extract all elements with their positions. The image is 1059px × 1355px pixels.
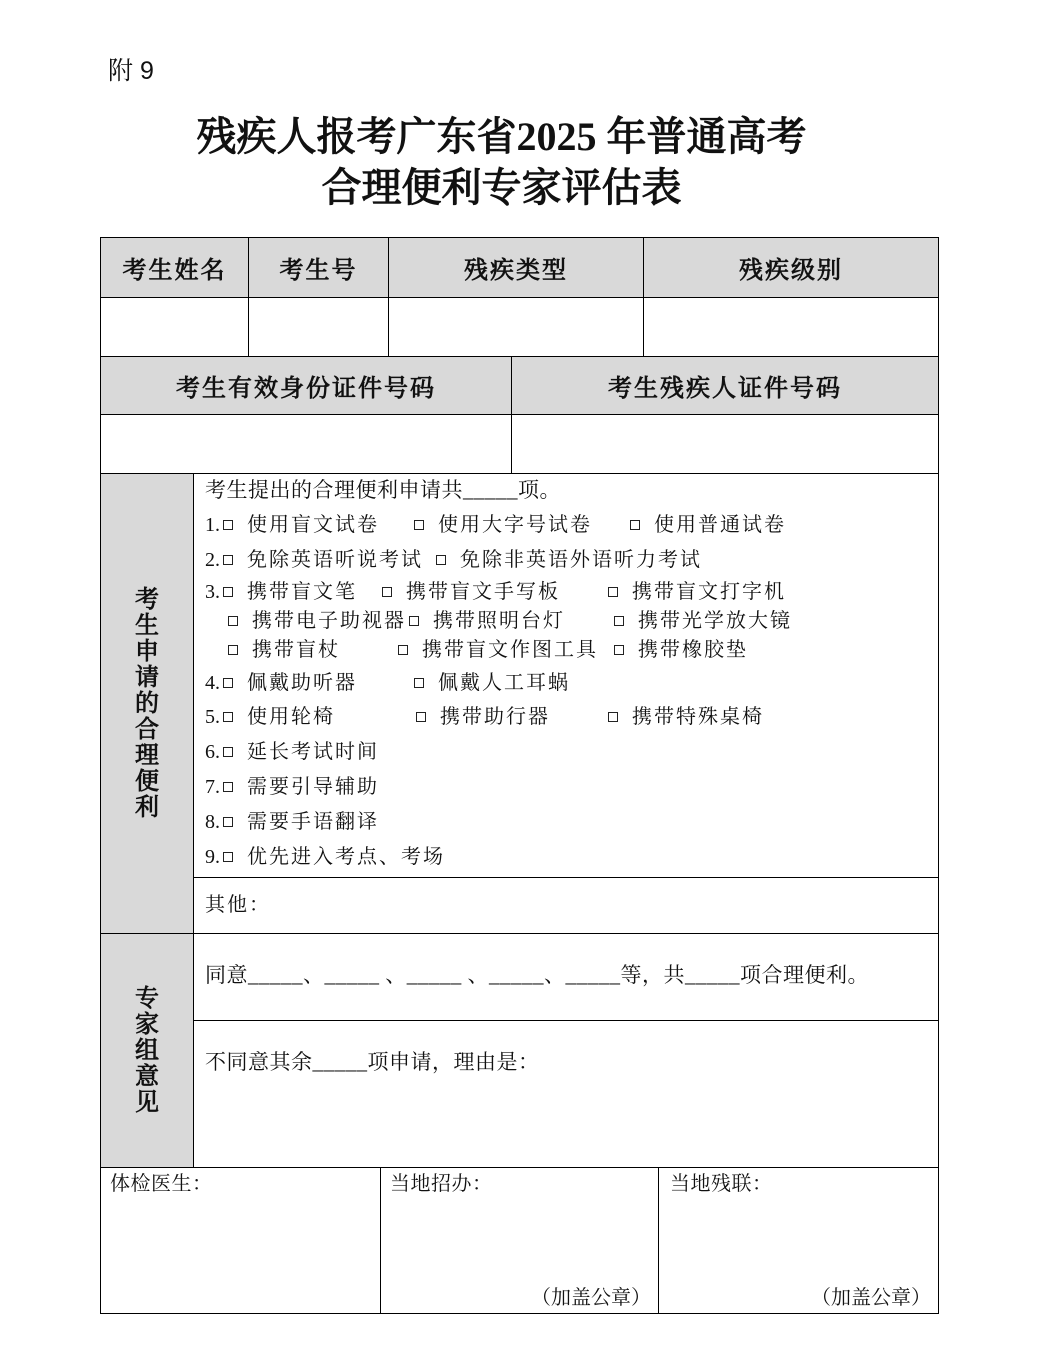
checkbox-icon[interactable] [223,747,233,757]
header-label: 考生号 [279,258,358,284]
checkbox-icon[interactable] [608,712,618,722]
option-label: 需要手语翻译 [247,811,379,833]
option-number: 9. [205,846,220,868]
checkbox-icon[interactable] [228,616,238,626]
stamp-note: （加盖公章） [531,1287,651,1309]
checkbox-icon[interactable] [409,616,419,626]
applications-label-cell [100,473,194,934]
agree-statement: 同意_____、_____ 、_____ 、_____、_____等，共_____项合理便利。 [205,963,869,987]
option-item [414,671,570,695]
checkbox-icon[interactable] [223,712,233,722]
option-label: 需要引导辅助 [247,776,379,798]
option-item [205,671,357,695]
signature-label: 体检医生： [110,1173,213,1195]
option-label: 携带特殊桌椅 [632,706,764,728]
option-label: 携带橡胶垫 [638,639,748,661]
option-number: 3. [205,581,220,603]
checkbox-icon[interactable] [223,587,233,597]
option-number: 1. [205,514,220,536]
option-label: 携带助行器 [440,706,550,728]
signature-label: 当地招办： [390,1173,493,1195]
checkbox-icon[interactable] [614,616,624,626]
agree-field[interactable] [193,933,939,1021]
option-label: 携带盲文笔 [247,581,357,603]
checkbox-icon[interactable] [223,555,233,565]
option-item [205,845,445,869]
student-name-field[interactable] [100,297,249,357]
stamp-note: （加盖公章） [811,1287,931,1309]
checkbox-icon[interactable] [614,645,624,655]
option-label: 使用轮椅 [247,706,335,728]
signature-admissions-office[interactable] [380,1167,659,1314]
option-item [205,740,379,764]
option-number: 5. [205,706,220,728]
id-number-field[interactable] [100,414,512,474]
option-label: 携带盲文打字机 [632,581,786,603]
title-line-2: 合理便利专家评估表 [321,165,682,210]
option-item [205,548,423,572]
attachment-label: 附 9 [108,57,154,85]
checkbox-icon[interactable] [398,645,408,655]
header-label: 考生姓名 [122,258,227,284]
checkbox-icon[interactable] [228,645,238,655]
option-label: 携带盲杖 [252,639,340,661]
disagree-field[interactable] [193,1020,939,1168]
header-label: 残疾级别 [739,258,843,284]
option-item [205,580,357,604]
signature-label: 当地残联： [670,1173,773,1195]
disagree-statement: 不同意其余_____项申请，理由是： [205,1050,540,1074]
option-item [205,775,379,799]
option-number: 4. [205,672,220,694]
checkbox-icon[interactable] [223,520,233,530]
header-disability-level [643,237,939,298]
applications-intro: 考生提出的合理便利申请共_____项。 [205,478,561,502]
checkbox-icon[interactable] [608,587,618,597]
option-label: 使用大字号试卷 [438,514,592,536]
signature-doctor[interactable] [100,1167,381,1314]
disability-cert-number-field[interactable] [511,414,939,474]
checkbox-icon[interactable] [223,782,233,792]
other-label: 其他： [205,894,271,916]
checkbox-icon[interactable] [223,678,233,688]
header-label: 残疾类型 [464,258,568,284]
option-label: 携带电子助视器 [252,610,406,632]
applications-list [193,473,939,878]
option-label: 携带盲文作图工具 [422,639,598,661]
option-item [414,513,592,537]
option-item [614,609,792,633]
checkbox-icon[interactable] [416,712,426,722]
signature-disabled-persons-federation[interactable] [658,1167,939,1314]
option-number: 8. [205,811,220,833]
header-disability-cert-number [511,356,939,415]
checkbox-icon[interactable] [223,852,233,862]
option-label: 携带照明台灯 [433,610,565,632]
other-field[interactable] [193,877,939,934]
option-item [409,609,565,633]
option-number: 2. [205,549,220,571]
applications-label: 考生申请的合理便利 [135,586,159,821]
option-label: 使用普通试卷 [654,514,786,536]
option-item [436,548,702,572]
header-id-number [100,356,512,415]
disability-level-field[interactable] [643,297,939,357]
header-student-number [248,237,389,298]
checkbox-icon[interactable] [414,520,424,530]
option-label: 佩戴人工耳蜗 [438,672,570,694]
option-item [398,638,598,662]
checkbox-icon[interactable] [414,678,424,688]
option-label: 携带光学放大镜 [638,610,792,632]
option-label: 免除英语听说考试 [247,549,423,571]
option-item [228,609,406,633]
checkbox-icon[interactable] [436,555,446,565]
title-line-1: 残疾人报考广东省2025 年普通高考 [196,114,807,159]
header-disability-type [388,237,644,298]
header-label: 考生有效身份证件号码 [176,376,436,402]
student-number-field[interactable] [248,297,389,357]
option-item [205,810,379,834]
checkbox-icon[interactable] [223,817,233,827]
header-label: 考生残疾人证件号码 [608,376,842,402]
option-item [416,705,550,729]
option-item [608,580,786,604]
assessment-table [100,237,939,1314]
option-item [614,638,748,662]
option-label: 延长考试时间 [247,741,379,763]
option-item [382,580,560,604]
option-label: 佩戴助听器 [247,672,357,694]
option-label: 优先进入考点、考场 [247,846,445,868]
option-label: 携带盲文手写板 [406,581,560,603]
option-label: 使用盲文试卷 [247,514,379,536]
option-item [205,705,335,729]
option-item [630,513,786,537]
expert-opinion-label-cell [100,933,194,1168]
option-label: 免除非英语外语听力考试 [460,549,702,571]
option-item [205,513,379,537]
option-item [228,638,340,662]
checkbox-icon[interactable] [382,587,392,597]
checkbox-icon[interactable] [630,520,640,530]
disability-type-field[interactable] [388,297,644,357]
option-number: 7. [205,776,220,798]
option-number: 6. [205,741,220,763]
option-item [608,705,764,729]
header-student-name [100,237,249,298]
expert-opinion-label: 专家组意见 [135,985,159,1116]
